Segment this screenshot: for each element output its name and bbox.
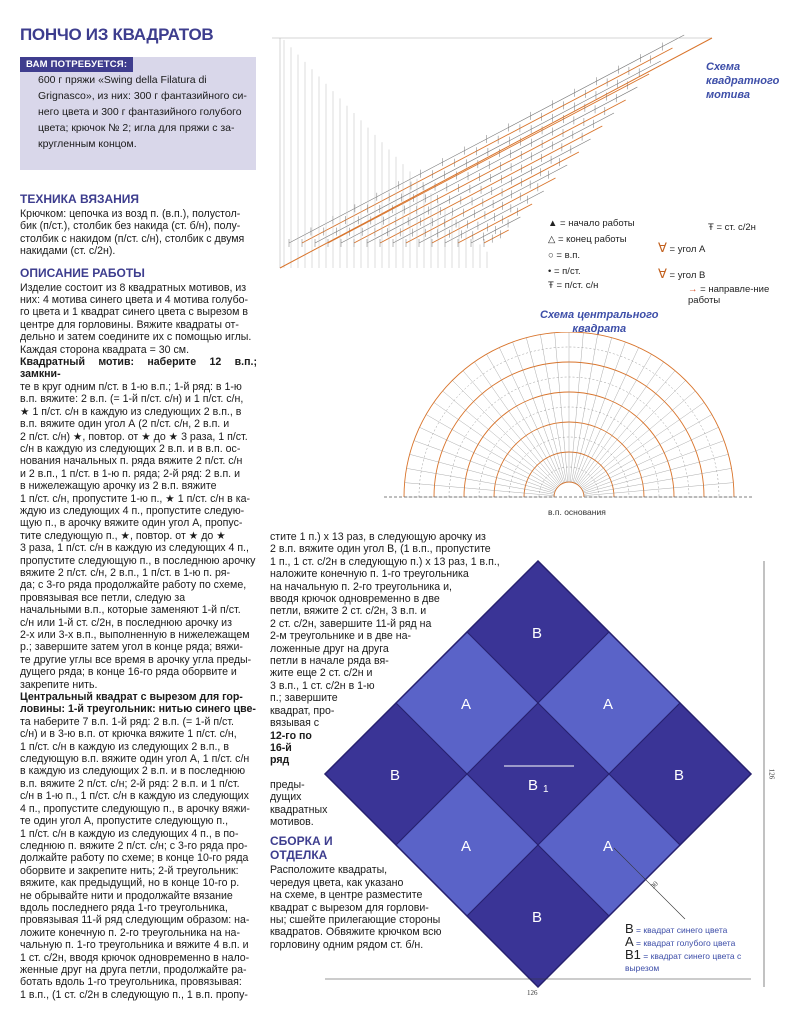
legend-label: = начало работы xyxy=(560,218,635,229)
description-line: те в круг одним п/ст. в 1-ю в.п.; 1-й ряд: в 1-ю xyxy=(20,380,242,393)
description-line: вяжите, как предыдущий, но в конце 10-го р. xyxy=(20,877,240,890)
slip-stitch-icon: • xyxy=(548,266,552,277)
description-line: пропустите следующую п., в последнюю арочку xyxy=(20,554,256,567)
legend-label: = п/ст. xyxy=(553,266,581,277)
width-dimension-label: 126 xyxy=(527,989,538,997)
chart-spoke xyxy=(443,391,558,487)
letter-a: A xyxy=(603,838,614,855)
description-line: следующую в.п. вяжите один угол А, 1 п/ст. с/н xyxy=(20,753,250,766)
chart-spoke xyxy=(452,380,558,486)
description-line: провязывая все петли, следую за xyxy=(20,591,186,604)
description-line: в нижележащую арочку из 2 в.п. вяжите xyxy=(20,480,217,493)
chart-spoke xyxy=(407,468,555,494)
legend-label: = угол А xyxy=(669,244,706,255)
continuation-line: 1 п., 1 ст. с/2н в следующую п.) х 13 раз, 1 в.п., xyxy=(270,555,500,568)
description-line: ★ 1 п/ст. с/н в каждую из следующих 2 в.п., в xyxy=(20,405,242,418)
chart-row xyxy=(432,178,556,243)
square-motif-title xyxy=(706,60,779,102)
materials-text xyxy=(38,72,253,152)
chart-spoke xyxy=(573,338,612,483)
chain-icon: ○ xyxy=(548,250,554,261)
chart-spoke xyxy=(570,333,583,482)
legend-label: = ст. с/2н xyxy=(716,222,756,233)
description-line: с/н или 1-й ст. с/2н, в последнюю арочку из xyxy=(20,616,232,629)
description-line: те другие углы все время в арочку угла преды- xyxy=(20,653,252,666)
chart-spoke xyxy=(405,483,554,496)
central-square-diagram xyxy=(372,332,767,522)
legend-row xyxy=(625,923,745,936)
description-line: 4 п., пропустите следующую п., в арочку вяжи- xyxy=(20,802,250,815)
half-double-icon: Ŧ xyxy=(548,280,554,291)
diagram-title-line: Схема центрального xyxy=(540,309,659,321)
continuation-line: на начальную п. 2-го треугольника и, xyxy=(270,580,452,593)
letter-a: A xyxy=(603,696,614,713)
technique-text xyxy=(20,208,257,258)
legend-label: = в.п. xyxy=(556,250,581,261)
description-line: Изделие состоит из 8 квадратных мотивов, из xyxy=(20,281,247,294)
description-text xyxy=(20,282,257,1002)
continuation-line: п.; завершите xyxy=(270,692,338,705)
description-line: оборвите и закрепите нить; 2-й треугольник: xyxy=(20,864,239,877)
continuation-line: преды- xyxy=(270,778,305,791)
legend-row xyxy=(625,949,745,974)
side-dimension-label: 30 xyxy=(649,879,660,891)
continuation-line: ложенные друг на друга xyxy=(270,642,389,655)
materials-line: кругленным концом. xyxy=(38,138,137,150)
legend-label: = квадрат синего цвета с вырезом xyxy=(625,951,742,973)
description-line: с/н в 1-ю п., 1 п/ст. с/н в каждую из следующих xyxy=(20,790,249,803)
description-line: в.п. вяжите 2 п/ст. с/н; 2-й ряд: 2 в.п. и 1 п/ст. xyxy=(20,777,240,790)
continuation-line: дущих xyxy=(270,791,302,804)
description-line: Центральный квадрат с вырезом для гор- xyxy=(20,691,243,704)
legend-label: = квадрат голубого цвета xyxy=(636,938,736,948)
description-line: Каждая сторона квадрата = 30 см. xyxy=(20,343,190,356)
legend-key: B xyxy=(625,921,634,936)
description-line: с/н в каждую из следующих 2 в.п. и в в.п. ос- xyxy=(20,442,241,455)
height-dimension-label: 126 xyxy=(767,768,776,780)
corner-a-icon: ∀ xyxy=(658,240,667,255)
diagram-title-line: квадратного xyxy=(706,75,780,87)
description-line: ложите конечную п. 2-го треугольника на на- xyxy=(20,926,240,939)
central-square-chart xyxy=(384,332,754,497)
description-line: в.п. вяжите: 2 в.п. (= 1-й п/ст. с/н) и 1 п/ст. с/н, xyxy=(20,393,244,406)
materials-line: цвета; крючок № 2; игла для пряжи с за- xyxy=(38,122,235,134)
assembly-line: Расположите квадраты, xyxy=(270,864,388,877)
description-line: ботать вдоль 1-го треугольника, провязывая: xyxy=(20,976,242,989)
description-line: вяжите 2 п/ст. с/н, 2 в.п., 1 п/ст. в 1-ю п. ря- xyxy=(20,566,231,579)
description-line: ловины: 1-й треугольник: нитью синего цве- xyxy=(20,703,256,716)
legend-label: = квадрат синего цвета xyxy=(636,925,728,935)
description-line: должайте работу по схеме; в конце 10-го ряда xyxy=(20,852,249,865)
chart-spoke xyxy=(584,483,733,496)
legend-label: = п/ст. с/н xyxy=(556,280,599,291)
legend-label: = конец работы xyxy=(557,234,627,245)
chart-spoke xyxy=(584,468,732,494)
description-line: дущего ряда; в конце 16-го ряда оборвите и xyxy=(20,666,237,679)
text-line: бик (п/ст.), столбик без накида (ст. б/н), полу- xyxy=(20,220,241,233)
letter-b: B xyxy=(674,767,685,784)
legend-key: B1 xyxy=(625,947,641,962)
chart-spoke xyxy=(580,380,686,486)
description-line: тите следующую п., ★, повтор. от ★ до ★ xyxy=(20,529,226,542)
text-line: Крючком: цепочка из возд п. (в.п.), полустол- xyxy=(20,208,241,220)
diagram-title-line: квадрата xyxy=(572,323,627,335)
left-column xyxy=(20,192,257,1001)
materials-line: него цвета и 300 г фантазийного голубого xyxy=(38,106,242,118)
continuation-line: ряд xyxy=(270,754,290,767)
direction-arrow-icon: → xyxy=(688,284,698,295)
description-line: в.п. вяжите один угол А (2 п/ст. с/н, 2 в.п. и xyxy=(20,418,230,431)
description-line: нования начальных п. ряда вяжите 2 п/ст. с/н xyxy=(20,455,243,468)
chart-spoke xyxy=(463,371,559,486)
description-line: те один угол А, пропустите следующую п., xyxy=(20,815,229,828)
continuation-line: 2 в.п. вяжите один угол В, (1 в.п., пропустите xyxy=(270,543,491,556)
start-icon: ▲ xyxy=(548,218,558,229)
chart-spoke xyxy=(581,402,704,488)
continuation-line: 2-м треугольнике и в две на- xyxy=(270,630,412,643)
continuation-line: петли, вяжите 2 ст. с/2н, 3 в.п. и xyxy=(270,605,427,618)
continuation-line: стите 1 п.) х 13 раз, в следующую арочку из xyxy=(270,531,486,543)
letter-a: A xyxy=(461,696,472,713)
description-line: вдоль последнего ряда 1-го треугольника, xyxy=(20,901,228,914)
description-line: 1 п/ст. с/н, пропустите 1-ю п., ★ 1 п/ст. с/н в ка- xyxy=(20,492,251,505)
description-line: них: 4 мотива синего цвета и 4 мотива голубо- xyxy=(20,294,249,307)
end-icon: △ xyxy=(548,234,556,245)
description-line: центре для горловины. Вяжите квадраты от- xyxy=(20,318,239,331)
continuation-line: наложите конечную п. 1-го треугольника xyxy=(270,568,469,581)
description-line: не обрывайте нити и продолжайте вязание xyxy=(20,889,233,902)
chart-spoke xyxy=(410,454,555,493)
assembly-line: квадрат с вырезом для горлови- xyxy=(270,901,429,914)
description-line: да; с 3-го ряда продолжайте работу по схеме, xyxy=(20,579,247,592)
chart-spoke xyxy=(540,335,566,483)
technique-heading: ТЕХНИКА ВЯЗАНИЯ xyxy=(20,192,140,206)
continuation-line: вязывая с xyxy=(270,717,320,730)
description-line: го цвета и 1 квадрат синего цвета с вырезом в xyxy=(20,306,249,319)
description-line: р.; завершите затем угол в конце ряда; вяжи- xyxy=(20,641,243,654)
description-line: женные друг на друга петли, продолжайте ра- xyxy=(20,963,247,976)
assembly-line: квадратов. Обвяжите крючком всю xyxy=(270,926,442,939)
assembly-line: чередуя цвета, как указано xyxy=(270,876,404,889)
description-line: дельно и затем соедините их с помощью иглы. xyxy=(20,331,252,344)
continuation-line: жите еще 2 ст. с/2н и xyxy=(270,667,373,680)
diagram-title-line: Схема xyxy=(706,61,741,73)
chart-spoke xyxy=(526,338,565,483)
letter-b: B xyxy=(390,767,401,784)
description-line: 1 п/ст. с/н в каждую из следующих 2 в.п., в xyxy=(20,740,229,753)
description-line: Квадратный мотив: наберите 12 в.п.; замкни- xyxy=(20,356,257,381)
continuation-line: квадрат, про- xyxy=(270,704,335,717)
materials-tag: ВАМ ПОТРЕБУЕТСЯ: xyxy=(20,57,133,72)
diagram-title-line: мотива xyxy=(706,89,750,101)
description-line: закрепите нить. xyxy=(20,678,98,691)
continuation-line: мотивов. xyxy=(270,815,314,828)
letter-a: A xyxy=(461,838,472,855)
letter-b1-subscript: 1 xyxy=(543,784,549,795)
base-chain-label: в.п. основания xyxy=(548,507,606,517)
assembly-line: горловину одним рядом ст. б/н. xyxy=(270,938,424,951)
continuation-line: 16-й xyxy=(270,741,292,754)
legend-row xyxy=(625,936,745,949)
chart-spoke xyxy=(579,371,675,486)
description-line: ждую из следующих 4 п., пропустите следую- xyxy=(20,504,245,517)
description-line: и 2 в.п., 1 п/ст. в 1-ю п. ряда; 2-й ряд: 2 в.п. и xyxy=(20,467,240,480)
continuation-line: петли в начале ряда вя- xyxy=(270,655,389,668)
letter-b1: B xyxy=(528,777,539,794)
assembly-heading: СБОРКА И ОТДЕЛКА xyxy=(270,834,333,863)
description-line: та наберите 7 в.п. 1-й ряд: 2 в.п. (= 1-й п/ст. xyxy=(20,715,234,728)
description-line: 2 п/ст. с/н) ★, повтор. от ★ до ★ 3 раза, 1 п/ст. xyxy=(20,430,248,443)
letter-b: B xyxy=(532,625,543,642)
description-line: щую п., в арочку вяжите один угол А, пропус- xyxy=(20,517,243,530)
chart-row xyxy=(484,230,509,243)
letter-b: B xyxy=(532,909,543,926)
legend-label: = угол В xyxy=(669,270,706,281)
description-line: 1 п/ст. с/н в каждую из следующих 4 п., в по- xyxy=(20,827,239,840)
continuation-line: вводя крючок одновременно в две xyxy=(270,593,440,606)
text-line: столбик с накидом (п/ст. с/н), столбик с двумя xyxy=(20,232,245,245)
description-line: 3 раза, 1 п/ст. с/н в каждую из следующих 4 п., xyxy=(20,542,249,555)
legend-label: = направле-ние работы xyxy=(688,284,770,306)
materials-line: Grignasco», из них: 300 г фантазийного си- xyxy=(38,90,247,102)
description-line: 1 ст. с/2н, вводя крючок одновременно в нало- xyxy=(20,951,250,964)
continuation-line: квадратных xyxy=(270,803,328,816)
treble-icon: Ŧ xyxy=(708,222,714,233)
description-line: следнюю п. вяжите 2 п/ст. с/н; с 3-го ряда про- xyxy=(20,839,248,852)
description-line: начальными в.п., которые заменяют 1-й п/ст. xyxy=(20,604,241,617)
assembly-line: ны; сшейте прилегающие стороны xyxy=(270,913,441,926)
corner-b-icon: ∀ xyxy=(658,266,667,281)
description-line: чальную п. 1-го треугольника и вяжите 4 в.п. и xyxy=(20,939,249,952)
continuation-line: 12-го по xyxy=(270,729,312,742)
chart-spoke xyxy=(583,454,728,493)
continuation-line: 2 ст. с/2н, завершите 11-й ряд на xyxy=(270,617,432,630)
description-line: провязывая 11-й ряд следующим образом: на- xyxy=(20,914,250,927)
legend-key: A xyxy=(625,934,634,949)
chart-spoke xyxy=(572,335,598,483)
description-heading: ОПИСАНИЕ РАБОТЫ xyxy=(20,265,145,280)
continuation-line: 3 в.п., 1 ст. с/2н в 1-ю xyxy=(270,679,375,692)
assembly-line: на схеме, в центре разместите xyxy=(270,889,423,902)
description-line: 1 в.п., (1 ст. с/2н в следующую п., 1 в.п. пропу- xyxy=(20,988,248,1001)
chart-spoke xyxy=(580,391,695,487)
text-line: накидами (ст. с/2н). xyxy=(20,245,116,258)
chart-spoke xyxy=(555,333,568,482)
description-line: в каждую из следующих 2 в.п. и в последнюю xyxy=(20,765,246,778)
symbol-legend xyxy=(548,218,798,313)
page-title: ПОНЧО ИЗ КВАДРАТОВ xyxy=(20,25,214,44)
description-line: с/н) и в 3-ю в.п. от крючка вяжите 1 п/ст. с/н, xyxy=(20,728,237,741)
materials-line: 600 г пряжи «Swing della Filatura di xyxy=(38,74,207,86)
square-legend xyxy=(625,923,745,974)
description-line: 2-х или 3-х в.п., выполненную в нижележащем xyxy=(20,629,250,641)
